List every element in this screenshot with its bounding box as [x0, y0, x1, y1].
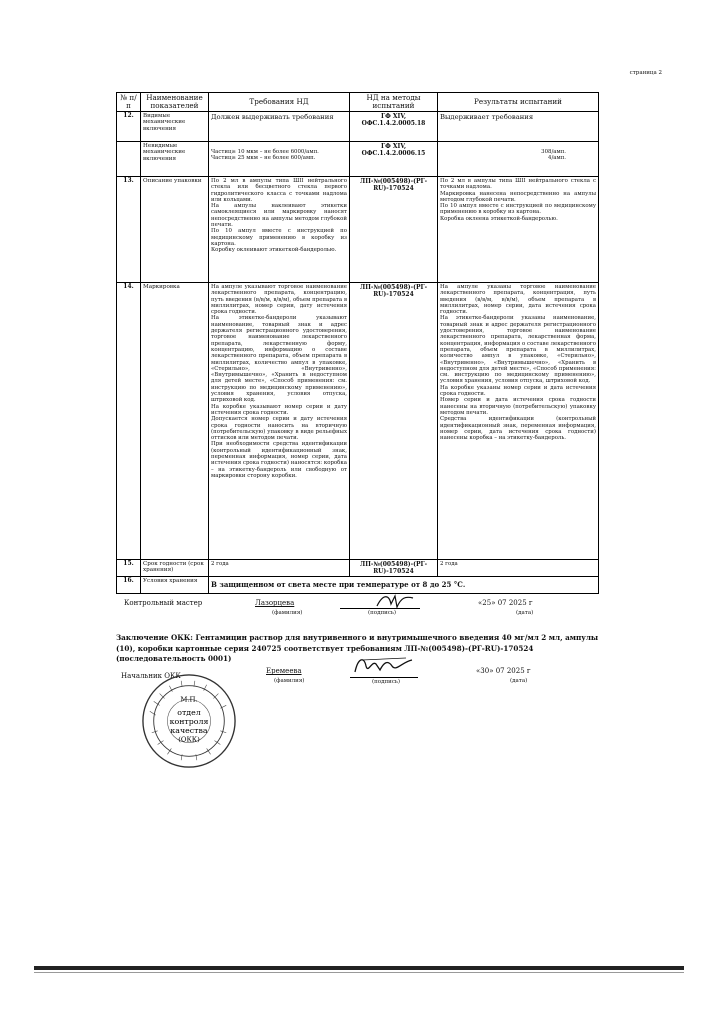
- requirement-paragraph: На ампулы наклеивают этикетки самоклеящиеся или маркировку наносят непосредственно на ампулы методом глубокой печати.: [211, 203, 347, 229]
- row-results: [438, 177, 599, 283]
- row-num: 12.: [117, 112, 141, 142]
- table-row: [117, 177, 599, 283]
- table-row: [117, 112, 599, 142]
- row-num: [117, 142, 141, 177]
- results-table: [116, 92, 599, 594]
- row-num: 13.: [117, 177, 141, 283]
- master-sign-line: [340, 608, 420, 609]
- requirement-paragraph: На этикетке-бандероли указывают наименование, товарный знак и адрес держателя регистрационного удостоверения, торговое наименование лекарственного препарата, лекарственную форму, концентрацию, информацию о составе лекарственного препарата, объем препарата в миллилитрах, количество ампул в упаковке, «Стерильно», «Внутривенно», «Внутримышечно», «Хранить в недоступном для детей месте», «Способ применения: см. инструкцию по медицинскому применению», условия хранения, условия отпуска, штриховой код.: [211, 315, 347, 404]
- stamp-line-4: (ОКК): [178, 735, 200, 744]
- head-surname-caption: (фамилия): [274, 678, 305, 684]
- result-paragraph: Коробка оклеена этикеткой-бандеролью.: [440, 215, 558, 222]
- master-label: Контрольный мастер: [124, 599, 203, 607]
- requirement-paragraph: На коробке указывают номер серии и дату истечения срока годности.: [211, 403, 347, 416]
- row-num: 14.: [117, 283, 141, 560]
- row-requirements: [209, 112, 350, 142]
- conclusion-text: Заключение ОКК: Гентамицин раствор для внутривенного и внутримышечного введения 40 мг/мл 2 мл, ампулы (10), коробки картонные серия 240725 соответствует требованиям ЛП-№(005498)-(РГ-RU)-170524 (последовательность 0001): [116, 633, 599, 663]
- row-results: [438, 142, 599, 177]
- requirement-paragraph: Частиц≥ 25 мкм – не более 600/амп.: [211, 155, 316, 162]
- master-surname: Лазорцева: [255, 599, 295, 607]
- result-paragraph: Средства идентификации (контрольный идентификационный знак, переменная информация, номер серии, дата истечения срока годности) нанесены коробка – на этикетку-бандероль.: [440, 416, 596, 442]
- header-nd: НД на методы испытаний: [350, 93, 438, 112]
- row-span-text: В защищенном от света месте при температуре от 8 до 25 °С.: [209, 577, 599, 594]
- head-signature: [352, 654, 414, 678]
- row-nd: ЛП-№(005498)-(РГ-RU)-170524: [350, 283, 438, 560]
- result-paragraph: На коробке указаны номер серии и дата истечения срока годности.: [440, 384, 596, 398]
- master-date-caption: (дата): [516, 610, 534, 616]
- result-paragraph: Выдерживает требования: [440, 113, 534, 121]
- requirement-paragraph: По 10 ампул вместе с инструкцией по медицинскому применению в коробку из картона.: [211, 228, 347, 247]
- row-nd: ГФ XIV, ОФС.1.4.2.0005.18: [350, 112, 438, 142]
- row-name: Невидимые механические включения: [141, 142, 209, 177]
- requirement-paragraph: По 2 мл в ампулы типа ШII нейтрального стекла или бесцветного стекла первого гидролитического класса с точками надлома или кольцами.: [211, 178, 347, 203]
- result-paragraph: 4/амп.: [548, 155, 566, 162]
- row-nd: ГФ XIV, ОФС.1.4.2.0006.15: [350, 142, 438, 177]
- master-date: «25» 07 2025 г: [478, 599, 533, 607]
- master-sign-caption: (подпись): [368, 610, 397, 616]
- row-requirements: [209, 177, 350, 283]
- row-results: [438, 283, 599, 560]
- result-paragraph: Маркировка нанесена непосредственно на ампулы методом глубокой печати.: [440, 190, 596, 203]
- scan-edge-2: [34, 972, 684, 973]
- row-nd: ЛП-№(005498)-(РГ-RU)-170524: [350, 560, 438, 577]
- page-label: страница 2: [629, 70, 662, 76]
- row-name: Маркировка: [141, 283, 209, 560]
- row-nd: ЛП-№(005498)-(РГ-RU)-170524: [350, 177, 438, 283]
- table-row: [117, 577, 599, 594]
- stamp-line-1: отдел: [177, 708, 201, 718]
- result-paragraph: Номер серии и дата истечения срока годности нанесены на вторичную (потребительскую) упаковку методом печати.: [440, 397, 596, 416]
- header-res: Результаты испытаний: [438, 93, 599, 112]
- result-paragraph: На ампуле указаны торговое наименование лекарственного препарата, концентрация, путь введения (в/в/м, в/в/м), объем препарата в миллилитрах, номер серии, дата истечения срока годности.: [440, 284, 596, 316]
- requirement-paragraph: Частиц≥ 10 мкм – не более 6000/амп.: [211, 149, 319, 155]
- result-paragraph: 2 года: [440, 561, 458, 567]
- result-paragraph: По 2 мл в ампулы типа ШII нейтрального стекла с точками надлома.: [440, 178, 596, 191]
- row-requirements: [209, 142, 350, 177]
- row-name: Срок годности (срок хранения): [141, 560, 209, 577]
- head-surname: Еремеева: [266, 667, 302, 675]
- table-row: [117, 283, 599, 560]
- head-date-caption: (дата): [510, 678, 528, 684]
- row-results: [438, 112, 599, 142]
- result-paragraph: 308/амп.: [541, 149, 566, 155]
- requirement-paragraph: Коробку оклеивают этикеткой-бандеролью.: [211, 247, 337, 254]
- head-sign-line: [350, 677, 418, 678]
- scan-edge: [34, 966, 684, 970]
- requirement-paragraph: При необходимости средства идентификации (контрольный идентификационный знак, переменная информация, номер серии, дата истечения срока годности) наносятся: коробка – на этикетку-бандероль или свободную от маркировки сторону коробки.: [211, 441, 347, 479]
- stamp-initials: М.П.: [180, 695, 198, 704]
- row-results: [438, 560, 599, 577]
- stamp-line-3: качества: [170, 725, 208, 735]
- row-name: Видимые механические включения: [141, 112, 209, 142]
- row-requirements: [209, 560, 350, 577]
- requirement-paragraph: 2 года: [211, 561, 229, 567]
- header-req: Требования НД: [209, 93, 350, 112]
- master-surname-caption: (фамилия): [272, 610, 303, 616]
- stamp-line-2: контроля: [169, 716, 209, 726]
- header-name: Наименование показателей: [141, 93, 209, 112]
- requirement-paragraph: Должен выдерживать требования: [211, 113, 334, 121]
- requirement-paragraph: Допускается номер серии и дату истечения срока годности наносить на вторичную (потребительскую) упаковку в виде рельефных оттисков или методом печати.: [211, 416, 347, 442]
- head-date: «30» 07 2025 г: [476, 667, 531, 675]
- result-paragraph: На этикетке-бандероли указаны наименование, товарный знак и адрес держателя регистрационного удостоверения, торговое наименование лекарственного препарата, лекарственная форма, концентрация, информация о составе лекарственного препарата, объем препарата в миллилитрах, количество ампул в упаковке, «Стерильно», «Внутривенно», «Внутримышечно», «Хранить в недоступном для детей месте», «Способ применения: см. инструкцию по медицинскому применению», условия хранения, условия отпуска, штриховой код.: [440, 315, 596, 385]
- row-requirements: [209, 283, 350, 560]
- row-name: Описание упаковки: [141, 177, 209, 283]
- row-name: Условия хранения: [141, 577, 209, 594]
- head-sign-caption: (подпись): [372, 679, 401, 685]
- result-paragraph: По 10 ампул вместе с инструкцией по медицинскому применению в коробку из картона.: [440, 203, 596, 216]
- header-num: № п/п: [117, 93, 141, 112]
- row-num: 15.: [117, 560, 141, 577]
- row-num: 16.: [117, 577, 141, 594]
- requirement-paragraph: На ампуле указывают торговое наименование лекарственного препарата, концентрацию, путь введения (в/в/м, в/в/м), объем препарата в миллилитрах, номер серии, дату истечения срока годности.: [211, 284, 347, 316]
- table-row: [117, 142, 599, 177]
- stamp-seal: [140, 672, 238, 770]
- table-row: [117, 560, 599, 577]
- head-label: Начальник ОКК: [121, 672, 181, 680]
- table-header-row: [117, 93, 599, 112]
